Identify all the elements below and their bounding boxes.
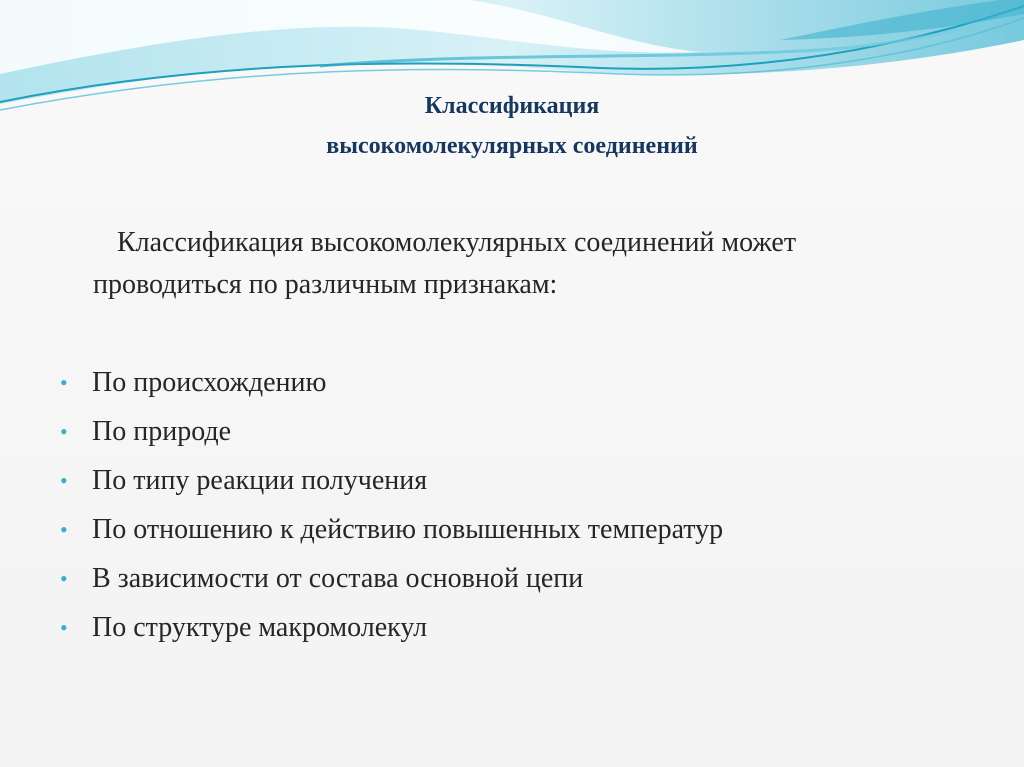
bullet-icon: • <box>60 565 68 591</box>
slide-title-line-1: Классификация <box>424 93 600 119</box>
bullet-icon: • <box>60 516 68 542</box>
list-item <box>60 456 1000 505</box>
intro-paragraph <box>93 222 953 306</box>
list-item <box>60 505 1000 554</box>
slide-title-line-2: высокомолекулярных соединений <box>326 133 698 159</box>
list-item-text: По природе <box>92 415 232 447</box>
bullet-icon: • <box>60 418 68 444</box>
bullet-icon: • <box>60 614 68 640</box>
list-item-text: По отношению к действию повышенных температур <box>92 513 724 545</box>
list-item-text: В зависимости от состава основной цепи <box>92 562 584 594</box>
list-item <box>60 603 1000 652</box>
list-item <box>60 407 1000 456</box>
list-item <box>60 554 1000 603</box>
list-item-text: По происхождению <box>92 366 327 398</box>
intro-line-2: проводиться по различным признакам: <box>93 269 558 300</box>
slide-title <box>0 86 1024 166</box>
list-item-text: По типу реакции получения <box>92 464 428 496</box>
intro-line-1: Классификация высокомолекулярных соединений может <box>117 227 797 258</box>
bullet-icon: • <box>60 369 68 395</box>
bullet-icon: • <box>60 467 68 493</box>
list-item-text: По структуре макромолекул <box>92 611 428 643</box>
list-item <box>60 358 1000 407</box>
classification-bullet-list <box>60 358 1000 652</box>
